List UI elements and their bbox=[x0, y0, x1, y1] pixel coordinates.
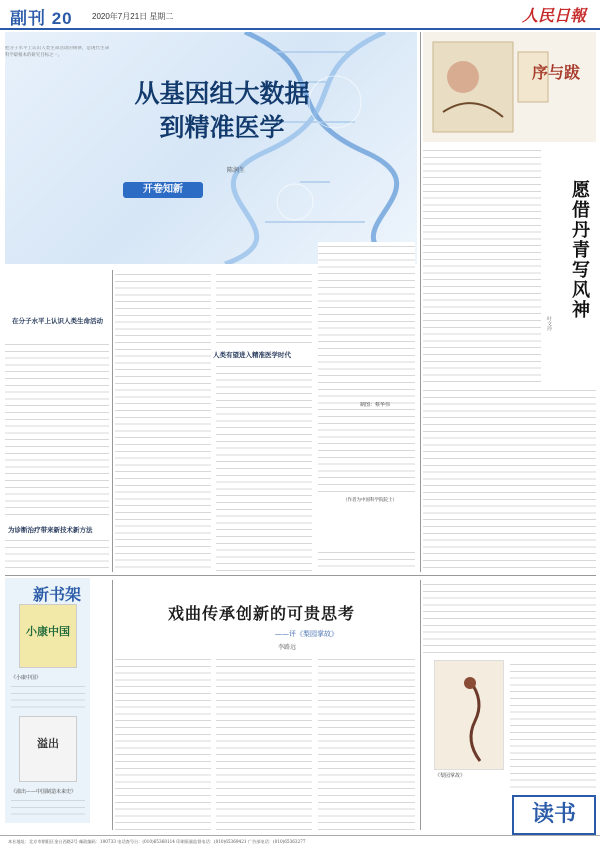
section-title: 副刊 20 bbox=[10, 9, 73, 28]
review-col-5 bbox=[510, 660, 596, 790]
feature-col-1c bbox=[5, 536, 109, 572]
col-rule-2 bbox=[420, 32, 421, 572]
feature-col-4b bbox=[318, 548, 415, 572]
feature-byline: 陈润生 bbox=[227, 167, 246, 174]
du-logo: 读书 bbox=[512, 795, 596, 835]
page-footer: 本社地址：北京市朝阳区金台西路2号 邮政编码：100733 电话查号台：(010)65368114 印刷质量监督电话：(010)65369421 广告部电话：(010)65363277 bbox=[0, 835, 600, 848]
dna-helix-icon bbox=[215, 32, 417, 264]
book2-caption: 《溢出——中国制造未来史》 bbox=[11, 789, 77, 795]
book1-caption: 《小康中国》 bbox=[11, 675, 42, 681]
headline-line1: 从基因组大数据 bbox=[134, 79, 310, 108]
book-cover-2 bbox=[19, 716, 77, 782]
section-divider bbox=[5, 575, 596, 576]
author-bio bbox=[343, 498, 413, 546]
book-cover-1 bbox=[19, 604, 77, 668]
headline-line2: 到精准医学 bbox=[159, 113, 285, 142]
review-col-1 bbox=[115, 655, 211, 830]
subhead-3: 人类有望进入精准医学时代 bbox=[213, 352, 291, 359]
book1-desc bbox=[11, 682, 85, 710]
feature-col-1b bbox=[5, 340, 109, 516]
review-subtitle: ——评《梨园掌故》 bbox=[275, 630, 338, 638]
painting-illustration bbox=[423, 32, 596, 142]
about-author: （作者为中国科学院院士） bbox=[343, 498, 397, 503]
review-author: 李路远 bbox=[278, 644, 297, 651]
book1-cover-title: 小康中国 bbox=[26, 625, 70, 638]
feature-col-2 bbox=[115, 270, 211, 572]
review-title: 戏曲传承创新的可贵思考 bbox=[168, 604, 356, 623]
feature-col-3a bbox=[216, 270, 312, 348]
col-rule-4 bbox=[420, 580, 421, 830]
review-book-caption: 《梨园掌故》 bbox=[435, 773, 466, 779]
right-col-text-a bbox=[423, 146, 541, 382]
feature-credit: 制图：蔡华伟 bbox=[360, 402, 391, 408]
review-col-4 bbox=[423, 580, 596, 658]
review-book-cover bbox=[434, 660, 504, 770]
masthead bbox=[0, 0, 600, 30]
book2-desc bbox=[11, 796, 85, 818]
opera-figure-icon bbox=[435, 661, 505, 771]
right-col-title: 愿借丹青写风神 bbox=[569, 180, 590, 320]
new-books-box bbox=[5, 578, 90, 823]
right-col-text-b bbox=[423, 386, 596, 572]
feature-intro: 把分子水平上认识人类生命活动的规律，是现代生命科学最根本的研究目标之一。 bbox=[5, 46, 109, 58]
issue-date: 2020年7月21日 星期二 bbox=[92, 12, 174, 21]
review-col-3 bbox=[318, 655, 415, 830]
new-books-title: 新书架 bbox=[33, 585, 82, 604]
feature-col-3b bbox=[216, 362, 312, 572]
feature-col-1a bbox=[5, 46, 109, 316]
col-rule-1 bbox=[112, 270, 113, 572]
book2-cover-title: 溢出 bbox=[37, 737, 59, 750]
subhead-2: 为诊断治疗带来新技术新方法 bbox=[8, 527, 93, 534]
col-rule-3 bbox=[112, 580, 113, 830]
subhead-1: 在分子水平上认识人类生命活动 bbox=[12, 318, 103, 325]
right-col-author: 叶文玲 bbox=[546, 316, 552, 331]
feature-col-4 bbox=[318, 242, 415, 492]
book-illustration bbox=[423, 32, 596, 142]
review-col-2 bbox=[216, 655, 312, 830]
feature-headline bbox=[127, 77, 317, 145]
column-label-badge: 开卷知新 bbox=[123, 182, 203, 198]
series-badge: 序与跋 bbox=[532, 63, 581, 82]
newspaper-logo: 人民日報 bbox=[521, 6, 586, 25]
